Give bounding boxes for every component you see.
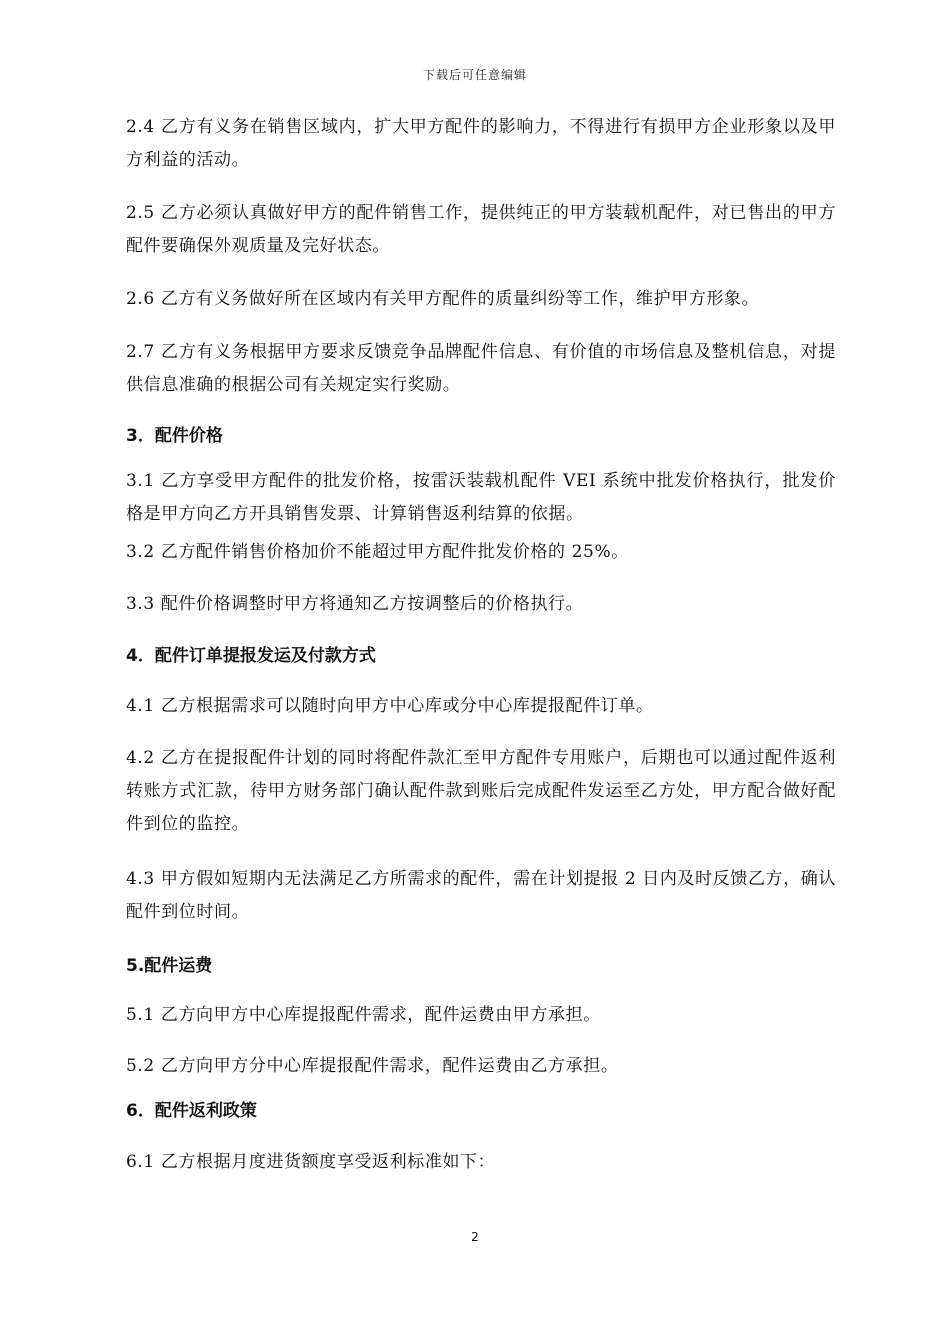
clause-5-1: 5.1 乙方向甲方中心库提报配件需求，配件运费由甲方承担。 [126, 1005, 601, 1025]
clause-2-4: 2.4 乙方有义务在销售区域内，扩大甲方配件的影响力，不得进行有损甲方企业形象以及甲方利益的活动。 [126, 117, 836, 170]
section-6-heading: 6．配件返利政策 [126, 1101, 257, 1121]
section-4-heading: 4．配件订单提报发运及付款方式 [126, 646, 376, 666]
clause-2-6: 2.6 乙方有义务做好所在区域内有关甲方配件的质量纠纷等工作，维护甲方形象。 [126, 289, 760, 309]
clause-4-1: 4.1 乙方根据需求可以随时向甲方中心库或分中心库提报配件订单。 [126, 696, 654, 716]
clause-3-2: 3.2 乙方配件销售价格加价不能超过甲方配件批发价格的 25%。 [126, 542, 629, 562]
page-header: 下载后可任意编辑 [422, 68, 527, 82]
clause-4-2: 4.2 乙方在提报配件计划的同时将配件款汇至甲方配件专用账户，后期也可以通过配件返利转账方式汇款，待甲方财务部门确认配件款到账后完成配件发运至乙方处，甲方配合做好配件到位的监控。 [126, 748, 836, 834]
clause-5-2: 5.2 乙方向甲方分中心库提报配件需求，配件运费由乙方承担。 [126, 1056, 619, 1076]
clause-3-1: 3.1 乙方享受甲方配件的批发价格，按雷沃装载机配件 VEI 系统中批发价格执行，批发价格是甲方向乙方开具销售发票、计算销售返利结算的依据。 [126, 471, 836, 524]
clause-2-5: 2.5 乙方必须认真做好甲方的配件销售工作，提供纯正的甲方装载机配件，对已售出的甲方配件要确保外观质量及完好状态。 [126, 203, 836, 256]
page-number: 2 [471, 1230, 479, 1244]
clause-2-7: 2.7 乙方有义务根据甲方要求反馈竞争品牌配件信息、有价值的市场信息及整机信息，对提供信息准确的根据公司有关规定实行奖励。 [126, 342, 836, 395]
section-3-heading: 3．配件价格 [126, 426, 223, 446]
clause-4-3: 4.3 甲方假如短期内无法满足乙方所需求的配件，需在计划提报 2 日内及时反馈乙方，确认配件到位时间。 [126, 869, 836, 922]
clause-6-1: 6.1 乙方根据月度进货额度享受返利标准如下： [126, 1152, 496, 1172]
section-5-heading: 5.配件运费 [126, 956, 213, 976]
clause-3-3: 3.3 配件价格调整时甲方将通知乙方按调整后的价格执行。 [126, 594, 584, 614]
